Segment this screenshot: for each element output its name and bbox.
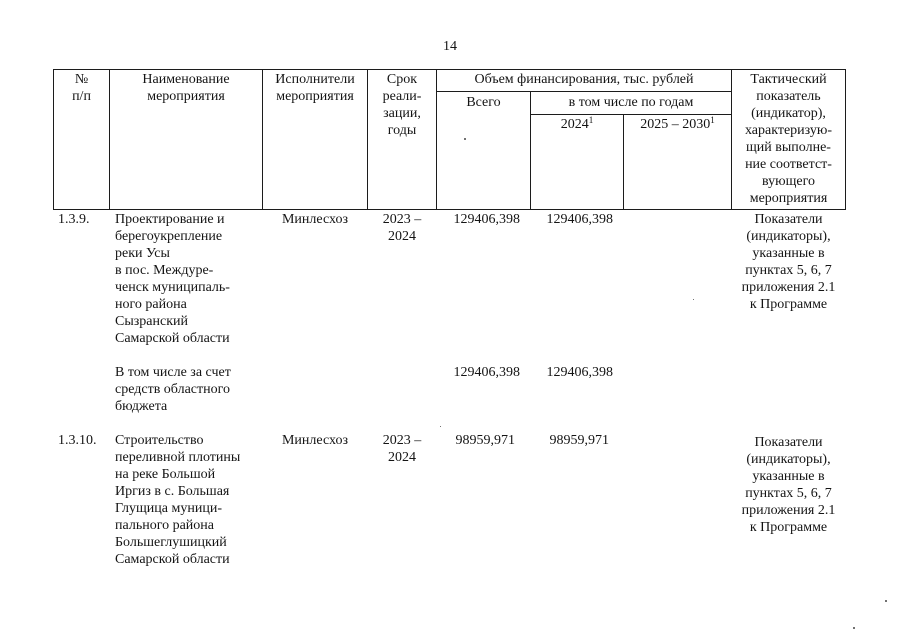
table-top-border bbox=[53, 69, 846, 70]
header-financing: Объем финансирования, тыс. рублей bbox=[474, 72, 694, 87]
header-term: Срок реали- зации, годы bbox=[382, 72, 422, 138]
header-name: Наименование мероприятия bbox=[142, 72, 230, 104]
row-num: 1.3.9. bbox=[58, 212, 90, 227]
col-border-8 bbox=[845, 69, 846, 210]
row-executor: Минлесхоз bbox=[281, 433, 348, 448]
row-indicator: Показатели (индикаторы), указанные в пунктах 5, 6, 7 приложения 2.1 к Программе bbox=[741, 435, 836, 535]
row-indicator: Показатели (индикаторы), указанные в пунктах 5, 6, 7 приложения 2.1 к Программе bbox=[741, 212, 836, 312]
header-year-2024: 2024$^1$ bbox=[560, 115, 594, 132]
row-year-2024: 98959,971 bbox=[549, 433, 609, 448]
row-total: 98959,971 bbox=[455, 433, 515, 448]
scan-speck bbox=[693, 299, 694, 300]
header-total: Всего bbox=[466, 95, 501, 110]
row-name: Строительство переливной плотины на реке Большой Иргиз в с. Большая Глущица муници- пального района Большеглушицкий Самарской области bbox=[115, 433, 241, 567]
row-year-2024: 129406,398 bbox=[546, 212, 613, 227]
row-num: 1.3.10. bbox=[58, 433, 97, 448]
header-indicator: Тактический показатель (индикатор), характеризую- щий выполне- ние соответст- вующего мероприятия bbox=[744, 72, 833, 206]
header-year-2025-2030: 2025 – 2030$^1$ bbox=[640, 115, 715, 132]
header-num: № п/п bbox=[72, 72, 91, 104]
row-name: Проектирование и берегоукрепление реки Усы в пос. Междуре- ченск муниципаль- ного района Сызранский Самарской области bbox=[115, 212, 230, 346]
scan-speck bbox=[464, 138, 466, 140]
financing-divider bbox=[436, 91, 731, 92]
row-total: 129406,398 bbox=[453, 212, 520, 227]
header-executors: Исполнители мероприятия bbox=[275, 72, 355, 104]
row-term: 2023 – 2024 bbox=[382, 212, 422, 244]
header-by-years: в том числе по годам bbox=[568, 95, 694, 110]
subrow-name: В том числе за счет средств областного бюджета bbox=[115, 365, 231, 414]
subrow-year-2024: 129406,398 bbox=[546, 365, 613, 380]
page-number: 14 bbox=[443, 39, 457, 54]
row-term: 2023 – 2024 bbox=[382, 433, 422, 465]
scan-speck bbox=[853, 627, 855, 629]
years-divider bbox=[530, 114, 731, 115]
scan-speck bbox=[440, 426, 441, 427]
col-border-4 bbox=[436, 69, 437, 210]
row-executor: Минлесхоз bbox=[281, 212, 348, 227]
header-bottom-border bbox=[53, 209, 846, 210]
scan-speck bbox=[885, 600, 887, 602]
subrow-total: 129406,398 bbox=[453, 365, 520, 380]
